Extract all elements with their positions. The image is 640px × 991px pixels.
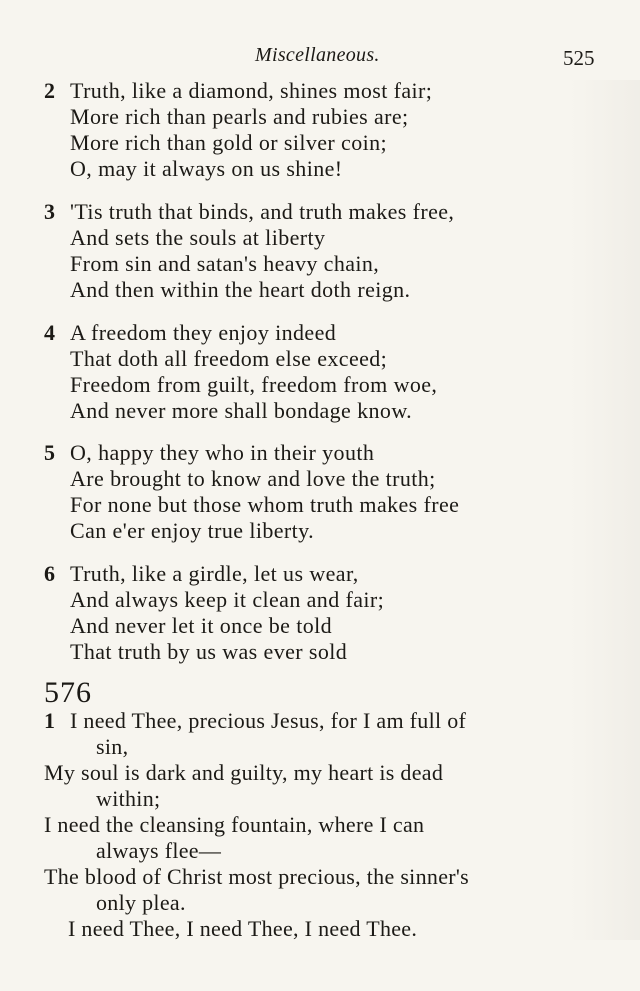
verse-line: A freedom they enjoy indeed bbox=[70, 320, 337, 345]
stanza-number: 6 bbox=[44, 561, 56, 586]
verse-line: And never more shall bondage know. bbox=[70, 398, 413, 423]
verse-line: From sin and satan's heavy chain, bbox=[70, 251, 380, 276]
hymn-number: 576 bbox=[44, 676, 92, 709]
verse-line: Are brought to know and love the truth; bbox=[70, 466, 436, 491]
stanza-3 bbox=[44, 199, 604, 303]
verse-line: I need Thee, precious Jesus, for I am full of bbox=[70, 708, 467, 733]
stanza-number: 3 bbox=[44, 199, 56, 224]
stanza-number: 5 bbox=[44, 440, 56, 465]
verse-line: The blood of Christ most precious, the sinner's bbox=[44, 864, 470, 889]
verse-line: O, happy they who in their youth bbox=[70, 440, 375, 465]
verse-line: And always keep it clean and fair; bbox=[70, 587, 385, 612]
verse-line-continued: only plea. bbox=[96, 890, 186, 915]
verse-line: That doth all freedom else exceed; bbox=[70, 346, 388, 371]
stanza-5 bbox=[44, 440, 604, 544]
verse-line-continued: always flee— bbox=[96, 838, 222, 863]
verse-line: Truth, like a diamond, shines most fair; bbox=[70, 78, 433, 103]
verse-line: Freedom from guilt, freedom from woe, bbox=[70, 372, 438, 397]
verse-line: I need the cleansing fountain, where I can bbox=[44, 812, 425, 837]
verse-line: That truth by us was ever sold bbox=[70, 639, 348, 664]
stanza-2 bbox=[44, 78, 604, 182]
stanza-number: 4 bbox=[44, 320, 56, 345]
verse-line-continued: sin, bbox=[96, 734, 129, 759]
refrain-line: I need Thee, I need Thee, I need Thee. bbox=[68, 916, 418, 941]
stanza-4 bbox=[44, 320, 604, 424]
stanza-number: 2 bbox=[44, 78, 56, 103]
stanza-6 bbox=[44, 561, 604, 665]
running-title: Miscellaneous. bbox=[255, 44, 380, 66]
verse-line: And sets the souls at liberty bbox=[70, 225, 326, 250]
verse-line: And then within the heart doth reign. bbox=[70, 277, 411, 302]
verse-line: Truth, like a girdle, let us wear, bbox=[70, 561, 359, 586]
stanza-number: 1 bbox=[44, 708, 56, 733]
verse-line: For none but those whom truth makes free bbox=[70, 492, 460, 517]
page-number: 525 bbox=[563, 46, 595, 70]
verse-line: More rich than pearls and rubies are; bbox=[70, 104, 409, 129]
hymn-576-stanza-1 bbox=[44, 708, 604, 942]
verse-line: My soul is dark and guilty, my heart is dead bbox=[44, 760, 444, 785]
verse-line: More rich than gold or silver coin; bbox=[70, 130, 388, 155]
verse-line: 'Tis truth that binds, and truth makes free, bbox=[70, 199, 455, 224]
verse-line: And never let it once be told bbox=[70, 613, 333, 638]
page-header bbox=[0, 44, 640, 74]
verse-line: O, may it always on us shine! bbox=[70, 156, 343, 181]
verse-line-continued: within; bbox=[96, 786, 161, 811]
verse-line: Can e'er enjoy true liberty. bbox=[70, 518, 315, 543]
